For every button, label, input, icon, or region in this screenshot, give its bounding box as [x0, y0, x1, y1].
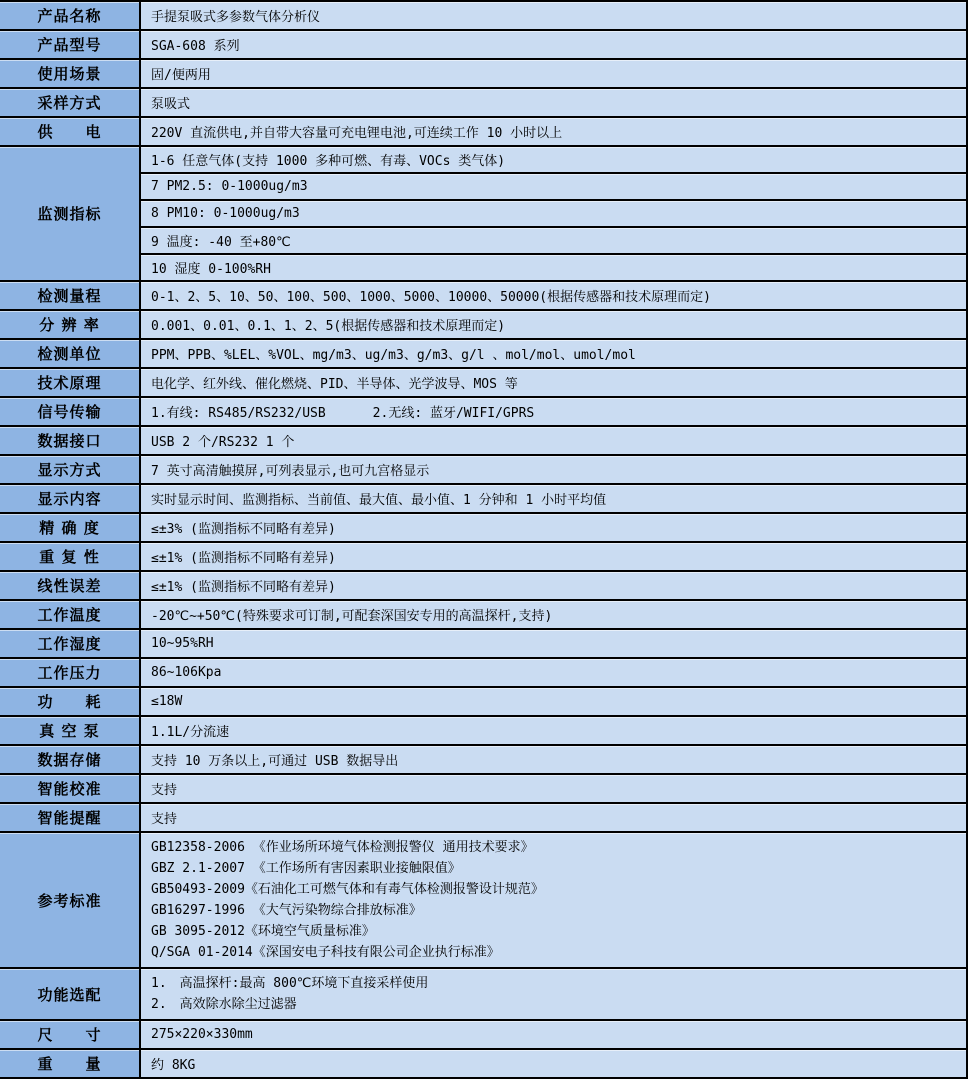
row-label: 工作温度 — [0, 600, 140, 629]
row-value: ≤±3% (监测指标不同略有差异) — [140, 513, 967, 542]
value-line: 1. 高温探杆:最高 800℃环境下直接采样使用 — [151, 976, 429, 991]
table-row — [0, 716, 967, 745]
row-label: 功 耗 — [0, 687, 140, 716]
row-label: 工作压力 — [0, 658, 140, 687]
row-label: 产品型号 — [0, 30, 140, 59]
row-value: 9 温度: -40 至+80℃ — [140, 227, 967, 254]
row-label: 技术原理 — [0, 368, 140, 397]
value-line: GB 3095-2012《环境空气质量标准》 — [151, 924, 375, 939]
table-row — [0, 832, 967, 968]
row-value: 275×220×330mm — [140, 1020, 967, 1049]
table-row — [0, 254, 967, 281]
row-value: SGA-608 系列 — [140, 30, 967, 59]
value-line: 2. 高效除水除尘过滤器 — [151, 997, 297, 1012]
row-label: 智能校准 — [0, 774, 140, 803]
value-line: GBZ 2.1-2007 《工作场所有害因素职业接触限值》 — [151, 861, 461, 876]
row-value: 10 湿度 0-100%RH — [140, 254, 967, 281]
row-label: 精 确 度 — [0, 513, 140, 542]
table-row — [0, 629, 967, 658]
row-value: PPM、PPB、%LEL、%VOL、mg/m3、ug/m3、g/m3、g/l 、mol/mol、umol/mol — [140, 339, 967, 368]
table-row — [0, 1020, 967, 1049]
row-label: 使用场景 — [0, 59, 140, 88]
row-value: ≤18W — [140, 687, 967, 716]
spec-table-body — [0, 1, 967, 1078]
table-row — [0, 117, 967, 146]
row-value: USB 2 个/RS232 1 个 — [140, 426, 967, 455]
table-row — [0, 30, 967, 59]
table-row — [0, 745, 967, 774]
table-row — [0, 310, 967, 339]
row-label: 重 复 性 — [0, 542, 140, 571]
value-line: GB12358-2006 《作业场所环境气体检测报警仪 通用技术要求》 — [151, 840, 534, 855]
row-label: 显示方式 — [0, 455, 140, 484]
row-label: 数据存储 — [0, 745, 140, 774]
table-row — [0, 687, 967, 716]
row-label: 工作湿度 — [0, 629, 140, 658]
table-row — [0, 542, 967, 571]
row-value: 1.1L/分流速 — [140, 716, 967, 745]
row-label: 智能提醒 — [0, 803, 140, 832]
row-label: 尺 寸 — [0, 1020, 140, 1049]
table-row — [0, 1049, 967, 1078]
row-label: 参考标准 — [0, 832, 140, 968]
table-row — [0, 455, 967, 484]
row-value: -20℃~+50℃(特殊要求可订制,可配套深国安专用的高温探杆,支持) — [140, 600, 967, 629]
row-value: 支持 10 万条以上,可通过 USB 数据导出 — [140, 745, 967, 774]
row-label: 信号传输 — [0, 397, 140, 426]
row-label: 重 量 — [0, 1049, 140, 1078]
table-row — [0, 426, 967, 455]
row-label: 分 辨 率 — [0, 310, 140, 339]
row-value: 220V 直流供电,并自带大容量可充电锂电池,可连续工作 10 小时以上 — [140, 117, 967, 146]
row-value: 实时显示时间、监测指标、当前值、最大值、最小值、1 分钟和 1 小时平均值 — [140, 484, 967, 513]
row-label: 线性误差 — [0, 571, 140, 600]
value-line: GB50493-2009《石油化工可燃气体和有毒气体检测报警设计规范》 — [151, 882, 544, 897]
table-row — [0, 146, 967, 173]
row-label: 采样方式 — [0, 88, 140, 117]
row-label: 功能选配 — [0, 968, 140, 1020]
row-value — [140, 968, 967, 1020]
row-value: 手提泵吸式多参数气体分析仪 — [140, 1, 967, 30]
table-row — [0, 200, 967, 227]
table-row — [0, 1, 967, 30]
row-label: 检测量程 — [0, 281, 140, 310]
row-value: 约 8KG — [140, 1049, 967, 1078]
row-value: 1-6 任意气体(支持 1000 多种可燃、有毒、VOCs 类气体) — [140, 146, 967, 173]
table-row — [0, 600, 967, 629]
row-value: 电化学、红外线、催化燃烧、PID、半导体、光学波导、MOS 等 — [140, 368, 967, 397]
table-row — [0, 88, 967, 117]
value-line: GB16297-1996 《大气污染物综合排放标准》 — [151, 903, 422, 918]
row-label: 真 空 泵 — [0, 716, 140, 745]
row-label: 产品名称 — [0, 1, 140, 30]
row-label: 数据接口 — [0, 426, 140, 455]
row-value: 支持 — [140, 803, 967, 832]
row-value: 86~106Kpa — [140, 658, 967, 687]
row-value: 1.有线: RS485/RS232/USB 2.无线: 蓝牙/WIFI/GPRS — [140, 397, 967, 426]
row-value: 10~95%RH — [140, 629, 967, 658]
row-value — [140, 832, 967, 968]
row-value: 0.001、0.01、0.1、1、2、5(根据传感器和技术原理而定) — [140, 310, 967, 339]
row-label: 供 电 — [0, 117, 140, 146]
table-row — [0, 281, 967, 310]
row-value: 固/便两用 — [140, 59, 967, 88]
value-line: Q/SGA 01-2014《深国安电子科技有限公司企业执行标准》 — [151, 945, 500, 960]
table-row — [0, 368, 967, 397]
table-row — [0, 397, 967, 426]
table-row — [0, 513, 967, 542]
row-value: 8 PM10: 0-1000ug/m3 — [140, 200, 967, 227]
row-label: 监测指标 — [0, 146, 140, 281]
table-row — [0, 968, 967, 1020]
table-row — [0, 774, 967, 803]
table-row — [0, 571, 967, 600]
row-value: 7 PM2.5: 0-1000ug/m3 — [140, 173, 967, 200]
table-row — [0, 484, 967, 513]
table-row — [0, 59, 967, 88]
row-label: 显示内容 — [0, 484, 140, 513]
row-value: 支持 — [140, 774, 967, 803]
row-value: ≤±1% (监测指标不同略有差异) — [140, 542, 967, 571]
row-value: 泵吸式 — [140, 88, 967, 117]
row-value: 7 英寸高清触摸屏,可列表显示,也可九宫格显示 — [140, 455, 967, 484]
table-row — [0, 803, 967, 832]
row-value: 0-1、2、5、10、50、100、500、1000、5000、10000、50000(根据传感器和技术原理而定) — [140, 281, 967, 310]
row-label: 检测单位 — [0, 339, 140, 368]
table-row — [0, 339, 967, 368]
table-row — [0, 658, 967, 687]
table-row — [0, 173, 967, 200]
row-value: ≤±1% (监测指标不同略有差异) — [140, 571, 967, 600]
table-row — [0, 227, 967, 254]
